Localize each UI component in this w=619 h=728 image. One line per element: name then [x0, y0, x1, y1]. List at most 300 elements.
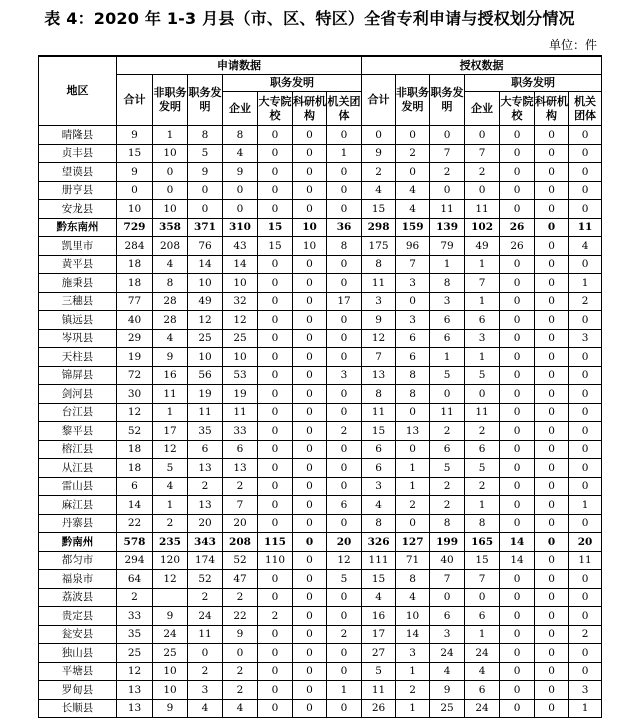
value-cell: 0 [500, 348, 535, 367]
value-cell: 5 [327, 570, 362, 589]
value-cell: 10 [153, 681, 188, 700]
value-cell: 4 [430, 662, 465, 681]
value-cell: 6 [430, 311, 465, 330]
value-cell: 0 [535, 533, 569, 552]
value-cell: 12 [117, 403, 153, 422]
value-cell: 10 [153, 200, 188, 219]
value-cell: 15 [465, 551, 500, 570]
table-row [39, 181, 602, 200]
value-cell: 22 [223, 607, 258, 626]
value-cell: 0 [293, 662, 327, 681]
table-row [39, 588, 602, 607]
value-cell: 0 [500, 588, 535, 607]
table-row [39, 514, 602, 533]
value-cell: 10 [117, 200, 153, 219]
value-cell: 0 [569, 662, 602, 681]
table-row [39, 440, 602, 459]
value-cell: 3 [430, 625, 465, 644]
value-cell: 0 [327, 255, 362, 274]
value-cell: 0 [293, 459, 327, 478]
value-cell: 0 [293, 644, 327, 663]
value-cell: 9 [153, 348, 188, 367]
table-row [39, 366, 602, 385]
value-cell: 0 [258, 311, 293, 330]
region-name-cell: 黔南州 [39, 533, 117, 552]
value-cell: 5 [362, 662, 396, 681]
value-cell: 0 [569, 422, 602, 441]
value-cell: 7 [396, 255, 430, 274]
value-cell: 1 [569, 699, 602, 718]
value-cell: 0 [500, 385, 535, 404]
value-cell: 8 [223, 126, 258, 145]
value-cell: 6 [396, 329, 430, 348]
region-name-cell: 黔东南州 [39, 218, 117, 237]
value-cell: 0 [117, 181, 153, 200]
value-cell: 0 [535, 348, 569, 367]
value-cell: 174 [188, 551, 223, 570]
value-cell: 1 [396, 699, 430, 718]
value-cell: 0 [293, 163, 327, 182]
value-cell: 0 [535, 144, 569, 163]
region-name-cell: 雷山县 [39, 477, 117, 496]
region-name-cell: 晴隆县 [39, 126, 117, 145]
value-cell: 0 [535, 662, 569, 681]
value-cell: 9 [188, 163, 223, 182]
region-name-cell: 三穗县 [39, 292, 117, 311]
value-cell: 0 [327, 459, 362, 478]
value-cell: 0 [188, 200, 223, 219]
value-cell: 0 [535, 329, 569, 348]
value-cell: 0 [569, 144, 602, 163]
region-name-cell: 安龙县 [39, 200, 117, 219]
value-cell: 0 [327, 385, 362, 404]
value-cell: 0 [396, 126, 430, 145]
value-cell: 53 [223, 366, 258, 385]
value-cell: 1 [465, 348, 500, 367]
value-cell: 0 [327, 662, 362, 681]
table-row [39, 477, 602, 496]
value-cell: 11 [362, 274, 396, 293]
value-cell: 1 [430, 255, 465, 274]
value-cell: 6 [430, 329, 465, 348]
value-cell: 9 [223, 625, 258, 644]
value-cell: 0 [500, 366, 535, 385]
value-cell: 0 [258, 570, 293, 589]
value-cell: 8 [396, 385, 430, 404]
region-name-cell: 长顺县 [39, 699, 117, 718]
value-cell: 2 [188, 477, 223, 496]
value-cell: 120 [153, 551, 188, 570]
value-cell: 8 [362, 385, 396, 404]
value-cell: 4 [153, 477, 188, 496]
value-cell: 6 [465, 681, 500, 700]
value-cell: 0 [500, 459, 535, 478]
table-row [39, 255, 602, 274]
table-row [39, 329, 602, 348]
value-cell: 0 [500, 126, 535, 145]
value-cell: 0 [535, 625, 569, 644]
value-cell: 0 [153, 163, 188, 182]
value-cell: 0 [535, 218, 569, 237]
value-cell: 0 [293, 625, 327, 644]
value-cell: 4 [223, 144, 258, 163]
table-title: 表 4：2020 年 1-3 月县（市、区、特区）全省专利申请与授权划分情况 [44, 9, 575, 28]
region-name-cell: 台江县 [39, 403, 117, 422]
region-name-cell: 贞丰县 [39, 144, 117, 163]
value-cell: 0 [500, 255, 535, 274]
value-cell: 11 [362, 403, 396, 422]
value-cell: 0 [258, 200, 293, 219]
value-cell: 13 [117, 699, 153, 718]
value-cell: 0 [500, 681, 535, 700]
value-cell: 0 [293, 699, 327, 718]
value-cell: 1 [327, 681, 362, 700]
value-cell: 9 [117, 163, 153, 182]
header-apply-non-service: 非职务发明 [153, 75, 188, 126]
value-cell: 8 [430, 274, 465, 293]
value-cell: 7 [465, 144, 500, 163]
value-cell: 10 [153, 144, 188, 163]
value-cell: 4 [188, 699, 223, 718]
value-cell: 11 [465, 200, 500, 219]
value-cell: 8 [362, 514, 396, 533]
value-cell: 294 [117, 551, 153, 570]
value-cell: 6 [362, 440, 396, 459]
value-cell: 326 [362, 533, 396, 552]
value-cell: 13 [396, 422, 430, 441]
header-apply-college: 大专院校 [258, 92, 293, 126]
value-cell: 49 [465, 237, 500, 256]
value-cell: 17 [362, 625, 396, 644]
region-name-cell: 丹寨县 [39, 514, 117, 533]
value-cell: 0 [293, 570, 327, 589]
value-cell: 111 [362, 551, 396, 570]
value-cell: 12 [153, 570, 188, 589]
value-cell: 0 [500, 403, 535, 422]
table-row [39, 681, 602, 700]
value-cell: 0 [535, 255, 569, 274]
value-cell: 13 [188, 496, 223, 515]
value-cell: 4 [362, 181, 396, 200]
value-cell: 15 [362, 200, 396, 219]
value-cell: 15 [258, 237, 293, 256]
value-cell: 0 [535, 440, 569, 459]
value-cell: 5 [188, 144, 223, 163]
value-cell: 0 [258, 422, 293, 441]
value-cell: 25 [223, 329, 258, 348]
value-cell: 0 [293, 403, 327, 422]
value-cell: 0 [293, 126, 327, 145]
value-cell: 2 [153, 514, 188, 533]
value-cell: 2 [327, 625, 362, 644]
region-name-cell: 都匀市 [39, 551, 117, 570]
value-cell: 2 [327, 422, 362, 441]
value-cell: 0 [569, 477, 602, 496]
value-cell: 2 [396, 681, 430, 700]
value-cell: 0 [535, 607, 569, 626]
value-cell: 47 [223, 570, 258, 589]
value-cell: 17 [327, 292, 362, 311]
value-cell: 5 [430, 459, 465, 478]
value-cell: 1 [153, 496, 188, 515]
header-apply-service: 职务发明 [188, 75, 223, 126]
value-cell: 0 [327, 477, 362, 496]
value-cell: 0 [327, 274, 362, 293]
table-row [39, 274, 602, 293]
value-cell: 33 [117, 607, 153, 626]
value-cell: 20 [327, 533, 362, 552]
value-cell: 0 [535, 514, 569, 533]
value-cell: 208 [223, 533, 258, 552]
value-cell: 79 [430, 237, 465, 256]
value-cell: 43 [223, 237, 258, 256]
value-cell: 6 [223, 440, 258, 459]
value-cell: 0 [293, 551, 327, 570]
value-cell: 0 [327, 329, 362, 348]
value-cell: 0 [535, 459, 569, 478]
value-cell: 10 [396, 607, 430, 626]
value-cell: 4 [396, 200, 430, 219]
value-cell: 0 [293, 588, 327, 607]
region-name-cell: 罗甸县 [39, 681, 117, 700]
value-cell: 0 [500, 181, 535, 200]
value-cell: 0 [258, 348, 293, 367]
value-cell: 10 [293, 237, 327, 256]
value-cell: 0 [223, 181, 258, 200]
value-cell: 4 [396, 181, 430, 200]
value-cell: 0 [465, 181, 500, 200]
value-cell: 11 [430, 200, 465, 219]
value-cell: 24 [153, 625, 188, 644]
value-cell: 11 [188, 403, 223, 422]
value-cell: 1 [465, 292, 500, 311]
header-apply-group: 申请数据 [117, 56, 362, 75]
value-cell: 6 [465, 440, 500, 459]
value-cell: 110 [258, 551, 293, 570]
value-cell: 0 [500, 662, 535, 681]
value-cell: 40 [117, 311, 153, 330]
value-cell: 4 [465, 662, 500, 681]
value-cell: 127 [396, 533, 430, 552]
value-cell: 7 [430, 570, 465, 589]
value-cell: 3 [396, 274, 430, 293]
value-cell: 10 [223, 274, 258, 293]
value-cell: 0 [258, 163, 293, 182]
value-cell: 8 [327, 237, 362, 256]
value-cell: 35 [188, 422, 223, 441]
value-cell: 8 [153, 274, 188, 293]
value-cell: 0 [293, 440, 327, 459]
value-cell: 35 [117, 625, 153, 644]
value-cell: 14 [117, 496, 153, 515]
value-cell: 11 [569, 218, 602, 237]
value-cell: 0 [258, 681, 293, 700]
value-cell: 4 [569, 237, 602, 256]
value-cell: 0 [465, 126, 500, 145]
value-cell: 17 [153, 422, 188, 441]
value-cell: 1 [465, 625, 500, 644]
value-cell: 0 [569, 255, 602, 274]
table-row [39, 644, 602, 663]
table-row [39, 459, 602, 478]
value-cell: 0 [500, 144, 535, 163]
value-cell: 0 [293, 422, 327, 441]
value-cell: 0 [293, 607, 327, 626]
value-cell: 25 [188, 329, 223, 348]
value-cell: 1 [569, 496, 602, 515]
value-cell: 0 [293, 681, 327, 700]
value-cell: 71 [396, 551, 430, 570]
value-cell: 0 [258, 514, 293, 533]
value-cell: 0 [327, 644, 362, 663]
value-cell: 0 [258, 292, 293, 311]
value-cell: 12 [223, 311, 258, 330]
value-cell: 2 [569, 625, 602, 644]
table-row [39, 607, 602, 626]
table-row [39, 348, 602, 367]
value-cell: 0 [327, 607, 362, 626]
value-cell: 0 [535, 366, 569, 385]
value-cell: 2 [430, 496, 465, 515]
value-cell: 343 [188, 533, 223, 552]
value-cell: 0 [569, 459, 602, 478]
value-cell: 0 [535, 422, 569, 441]
value-cell: 0 [327, 440, 362, 459]
value-cell: 77 [117, 292, 153, 311]
value-cell: 13 [117, 681, 153, 700]
region-name-cell: 荔波县 [39, 588, 117, 607]
value-cell: 14 [223, 255, 258, 274]
value-cell: 159 [396, 218, 430, 237]
value-cell: 0 [258, 144, 293, 163]
value-cell: 6 [396, 348, 430, 367]
value-cell: 28 [153, 292, 188, 311]
value-cell: 0 [500, 514, 535, 533]
value-cell: 26 [362, 699, 396, 718]
value-cell: 9 [362, 311, 396, 330]
value-cell: 0 [535, 163, 569, 182]
value-cell: 115 [258, 533, 293, 552]
value-cell: 0 [293, 348, 327, 367]
value-cell: 9 [223, 163, 258, 182]
value-cell: 33 [223, 422, 258, 441]
value-cell: 0 [569, 588, 602, 607]
value-cell: 18 [117, 459, 153, 478]
value-cell: 56 [188, 366, 223, 385]
value-cell: 20 [188, 514, 223, 533]
value-cell: 0 [258, 477, 293, 496]
value-cell: 22 [117, 514, 153, 533]
value-cell: 0 [569, 348, 602, 367]
value-cell: 0 [500, 625, 535, 644]
value-cell: 0 [535, 477, 569, 496]
header-grant-total: 合计 [362, 75, 396, 126]
value-cell: 24 [465, 644, 500, 663]
value-cell: 19 [188, 385, 223, 404]
value-cell: 9 [153, 699, 188, 718]
value-cell: 6 [430, 440, 465, 459]
value-cell: 0 [465, 385, 500, 404]
value-cell: 0 [258, 403, 293, 422]
value-cell: 15 [117, 144, 153, 163]
value-cell: 14 [500, 551, 535, 570]
value-cell: 18 [117, 440, 153, 459]
value-cell: 0 [223, 644, 258, 663]
value-cell: 16 [153, 366, 188, 385]
value-cell: 9 [430, 681, 465, 700]
value-cell: 0 [569, 163, 602, 182]
value-cell: 4 [153, 255, 188, 274]
value-cell: 7 [430, 144, 465, 163]
value-cell: 1 [327, 144, 362, 163]
value-cell: 3 [362, 477, 396, 496]
value-cell: 11 [188, 625, 223, 644]
table-row [39, 551, 602, 570]
value-cell: 2 [258, 607, 293, 626]
value-cell: 0 [258, 126, 293, 145]
value-cell: 358 [153, 218, 188, 237]
value-cell: 0 [569, 366, 602, 385]
value-cell: 72 [117, 366, 153, 385]
value-cell: 3 [430, 292, 465, 311]
table-row [39, 662, 602, 681]
value-cell: 15 [362, 422, 396, 441]
value-cell: 0 [500, 422, 535, 441]
value-cell: 0 [396, 163, 430, 182]
value-cell: 25 [117, 644, 153, 663]
value-cell: 10 [223, 348, 258, 367]
table-row [39, 126, 602, 145]
value-cell: 9 [153, 607, 188, 626]
value-cell: 0 [293, 181, 327, 200]
value-cell: 0 [535, 403, 569, 422]
value-cell: 0 [569, 514, 602, 533]
patent-table [38, 55, 602, 718]
value-cell: 0 [258, 329, 293, 348]
value-cell: 0 [569, 126, 602, 145]
value-cell: 14 [188, 255, 223, 274]
value-cell: 52 [223, 551, 258, 570]
value-cell: 0 [258, 385, 293, 404]
value-cell: 0 [258, 644, 293, 663]
value-cell: 2 [396, 496, 430, 515]
value-cell: 6 [465, 311, 500, 330]
value-cell: 0 [327, 699, 362, 718]
value-cell: 165 [465, 533, 500, 552]
header-grant-service-breakdown: 职务发明 [465, 75, 602, 92]
value-cell: 0 [500, 163, 535, 182]
value-cell: 18 [117, 255, 153, 274]
value-cell: 0 [293, 496, 327, 515]
value-cell: 6 [430, 607, 465, 626]
value-cell: 0 [535, 551, 569, 570]
region-name-cell: 册亨县 [39, 181, 117, 200]
value-cell: 175 [362, 237, 396, 256]
value-cell: 4 [362, 588, 396, 607]
table-row [39, 570, 602, 589]
value-cell: 0 [500, 311, 535, 330]
value-cell: 0 [396, 292, 430, 311]
value-cell: 0 [500, 274, 535, 293]
value-cell: 76 [188, 237, 223, 256]
value-cell: 52 [117, 422, 153, 441]
value-cell: 11 [569, 551, 602, 570]
table-row [39, 200, 602, 219]
region-name-cell: 镇远县 [39, 311, 117, 330]
value-cell: 4 [396, 588, 430, 607]
value-cell: 8 [465, 514, 500, 533]
value-cell: 2 [430, 422, 465, 441]
